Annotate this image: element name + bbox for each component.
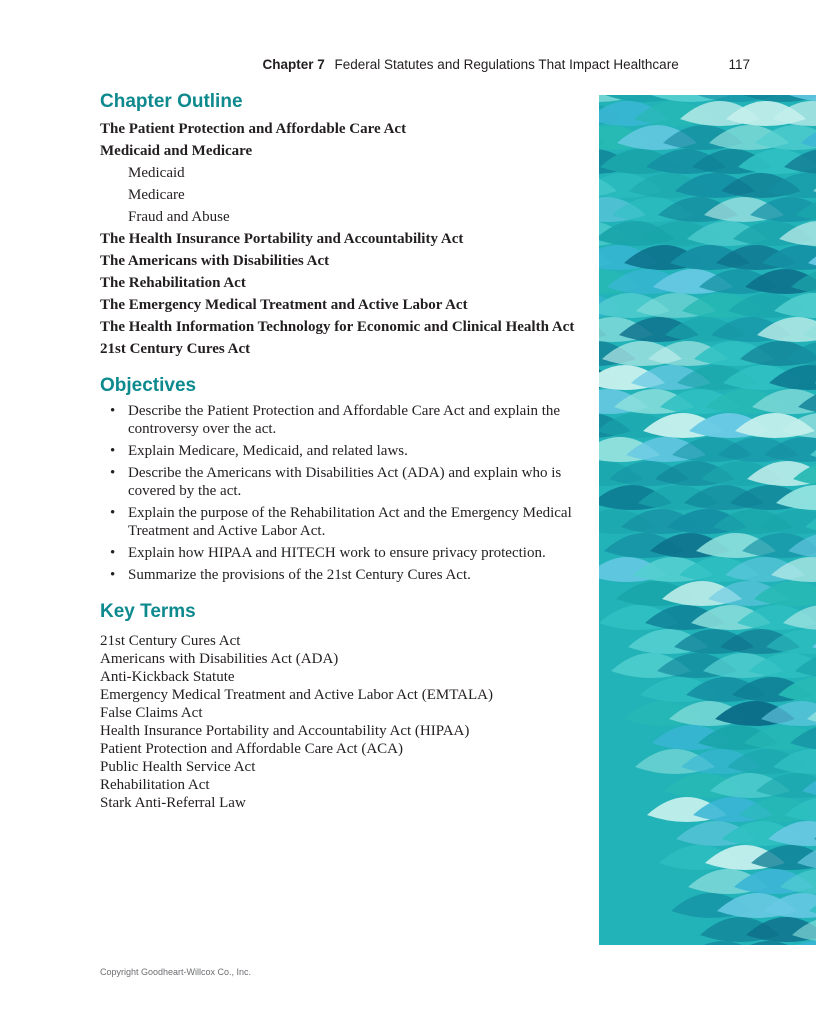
objective-item xyxy=(100,504,580,540)
key-terms-heading: Key Terms xyxy=(100,601,196,622)
objective-text: Explain how HIPAA and HITECH work to ensure privacy protection. xyxy=(128,545,546,561)
bullet-icon: • xyxy=(110,545,116,561)
outline-item: The Health Information Technology for Economic and Clinical Health Act xyxy=(100,319,575,335)
objective-text: Describe the Americans with Disabilities Act (ADA) and explain who is covered by the act. xyxy=(128,465,562,499)
chapter-label: Chapter 7 xyxy=(262,57,325,72)
bullet-icon: • xyxy=(110,403,116,419)
outline-item: The Emergency Medical Treatment and Active Labor Act xyxy=(100,297,468,313)
objectives-heading: Objectives xyxy=(100,375,197,396)
key-term: Anti-Kickback Statute xyxy=(100,669,235,685)
chapter-title: Federal Statutes and Regulations That Impact Healthcare xyxy=(334,57,679,72)
bullet-icon: • xyxy=(110,443,116,459)
objective-item xyxy=(100,442,580,460)
key-term: Health Insurance Portability and Accountability Act (HIPAA) xyxy=(100,723,470,739)
copyright-notice: Copyright Goodheart-Willcox Co., Inc. xyxy=(100,967,252,977)
bullet-icon: • xyxy=(110,505,116,521)
outline-item: The Americans with Disabilities Act xyxy=(100,253,330,269)
chapter-outline-list xyxy=(100,118,580,360)
key-terms-list xyxy=(100,632,580,812)
objectives-list xyxy=(100,402,580,584)
key-term: Emergency Medical Treatment and Active Labor Act (EMTALA) xyxy=(100,687,493,703)
outline-item: Medicare xyxy=(128,187,185,203)
objective-item xyxy=(100,566,580,584)
running-head xyxy=(0,57,750,72)
key-term: Stark Anti-Referral Law xyxy=(100,795,246,811)
outline-item: Fraud and Abuse xyxy=(128,209,230,225)
outline-item: The Patient Protection and Affordable Care Act xyxy=(100,121,407,137)
outline-item: Medicaid xyxy=(128,165,185,181)
objective-item xyxy=(100,464,580,500)
bullet-icon: • xyxy=(110,465,116,481)
outline-item: The Rehabilitation Act xyxy=(100,275,246,291)
objective-text: Summarize the provisions of the 21st Century Cures Act. xyxy=(128,567,471,583)
key-term: False Claims Act xyxy=(100,705,203,721)
key-term: Public Health Service Act xyxy=(100,759,256,775)
objective-item xyxy=(100,402,580,438)
decorative-wave-pattern xyxy=(599,95,816,945)
chapter-outline-heading: Chapter Outline xyxy=(100,91,243,112)
key-term: Patient Protection and Affordable Care Act (ACA) xyxy=(100,741,403,757)
key-term: 21st Century Cures Act xyxy=(100,633,241,649)
main-content xyxy=(100,90,580,812)
outline-item: The Health Insurance Portability and Accountability Act xyxy=(100,231,464,247)
objective-text: Explain Medicare, Medicaid, and related laws. xyxy=(128,443,408,459)
bullet-icon: • xyxy=(110,567,116,583)
outline-item: Medicaid and Medicare xyxy=(100,143,253,159)
objective-text: Describe the Patient Protection and Affordable Care Act and explain the controversy over the act. xyxy=(128,403,561,437)
key-term: Rehabilitation Act xyxy=(100,777,210,793)
objective-text: Explain the purpose of the Rehabilitation Act and the Emergency Medical Treatment and Active Labor Act. xyxy=(128,505,572,539)
key-term: Americans with Disabilities Act (ADA) xyxy=(100,651,339,667)
outline-item: 21st Century Cures Act xyxy=(100,341,251,357)
objective-item xyxy=(100,544,580,562)
page-number: 117 xyxy=(728,57,750,72)
